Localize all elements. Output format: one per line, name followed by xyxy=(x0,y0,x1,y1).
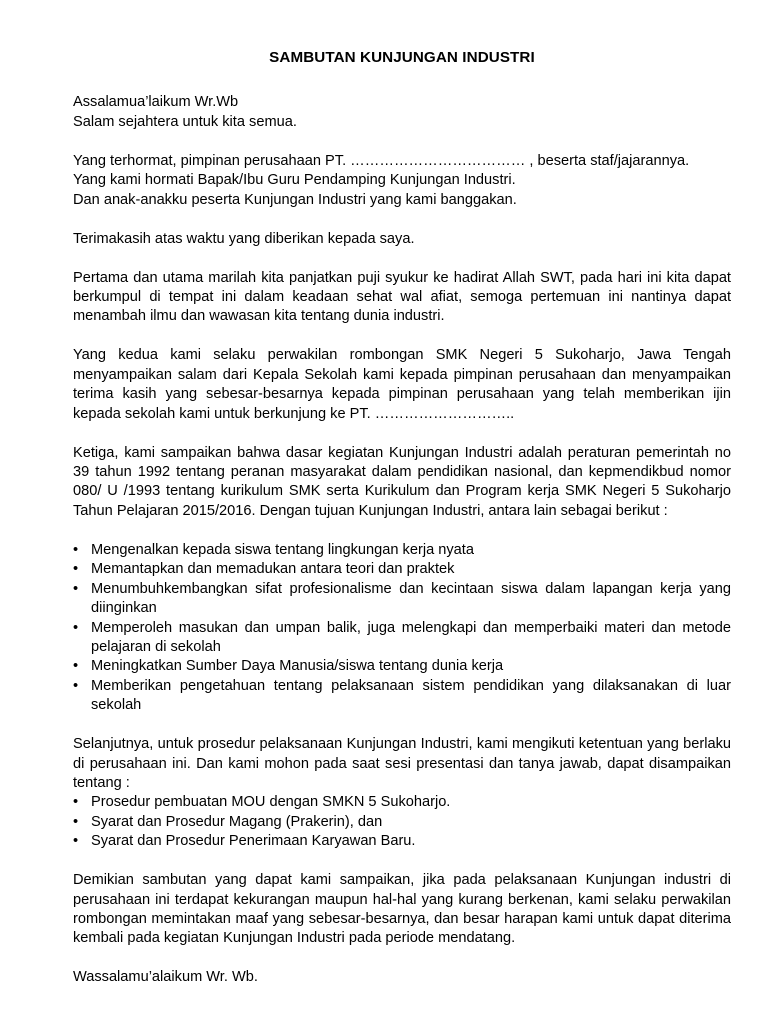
list-item xyxy=(73,580,731,619)
bullet-icon: • xyxy=(73,619,79,636)
topics-list xyxy=(73,793,731,851)
thanks-text: Terimakasih atas waktu yang diberikan kepada saya. xyxy=(73,230,415,247)
bullet-icon: • xyxy=(73,580,79,597)
list-item xyxy=(73,541,731,560)
list-item xyxy=(73,832,731,851)
address-teachers: Yang kami hormati Bapak/Ibu Guru Pendamping Kunjungan Industri. xyxy=(73,172,516,189)
thanks-block xyxy=(73,230,731,249)
bullet-icon: • xyxy=(73,658,79,675)
list-item xyxy=(73,657,731,676)
farewell-block xyxy=(73,968,731,987)
document-title: SAMBUTAN KUNJUNGAN INDUSTRI xyxy=(269,49,535,66)
bullet-icon: • xyxy=(73,541,79,558)
topic-text: Syarat dan Prosedur Penerimaan Karyawan Baru. xyxy=(91,833,416,850)
list-item xyxy=(73,793,731,812)
goal-text: Memberikan pengetahuan tentang pelaksanaan sistem pendidikan yang dilaksanakan di luar sekolah xyxy=(91,677,731,714)
goal-text: Memantapkan dan memadukan antara teori dan praktek xyxy=(91,561,455,578)
paragraph-first xyxy=(73,269,731,327)
greeting-sejahtera: Salam sejahtera untuk kita semua. xyxy=(73,113,297,130)
address-company: Yang terhormat, pimpinan perusahaan PT. ……………………………… , beserta staf/jajarannya. xyxy=(73,152,690,169)
goal-text: Mengenalkan kepada siswa tentang lingkungan kerja nyata xyxy=(91,541,474,558)
list-item xyxy=(73,619,731,658)
goal-text: Menumbuhkembangkan sifat profesionalisme dan kecintaan siswa dalam lapangan kerja yang diinginkan xyxy=(91,580,731,617)
bullet-icon: • xyxy=(73,794,79,811)
goals-list xyxy=(73,541,731,716)
paragraph-third xyxy=(73,444,731,522)
address-block xyxy=(73,152,731,210)
bullet-icon: • xyxy=(73,813,79,830)
greeting-block xyxy=(73,93,731,132)
paragraph-next xyxy=(73,735,731,793)
document-page xyxy=(73,48,731,1007)
goal-text: Meningkatkan Sumber Daya Manusia/siswa tentang dunia kerja xyxy=(91,658,504,675)
bullet-icon: • xyxy=(73,833,79,850)
paragraph-first-text: Pertama dan utama marilah kita panjatkan puji syukur ke hadirat Allah SWT, pada hari ini kita dapat berkumpul di tempat ini dalam keadaan sehat wal afiat, semoga pertemuan ini nantinya dapat menambah ilmu dan wawasan kita tentang dunia industri. xyxy=(73,269,731,325)
bullet-icon: • xyxy=(73,561,79,578)
paragraph-closing xyxy=(73,871,731,949)
paragraph-second-text: Yang kedua kami selaku perwakilan rombongan SMK Negeri 5 Sukoharjo, Jawa Tengah menyampaikan salam dari Kepala Sekolah kami kepada pimpinan perusahaan dan menyampaikan terima kasih yang sebesar-besarnya kepada pimpinan perusahaan yang telah memberikan ijin kepada sekolah kami untuk berkunjung ke PT. ……………………….. xyxy=(73,347,731,422)
list-item xyxy=(73,560,731,579)
farewell-text: Wassalamu’alaikum Wr. Wb. xyxy=(73,969,258,986)
topic-text: Syarat dan Prosedur Magang (Prakerin), dan xyxy=(91,813,383,830)
list-item xyxy=(73,813,731,832)
bullet-icon: • xyxy=(73,677,79,694)
paragraph-third-text: Ketiga, kami sampaikan bahwa dasar kegiatan Kunjungan Industri adalah peraturan pemerintah no 39 tahun 1992 tentang peranan masyarakat dalam pendidikan nasional, dan kepmendikbud nomor 080/ U /1993 tentang kurikulum SMK serta Kurikulum dan Program kerja SMK Negeri 5 Sukoharjo Tahun Pelajaran 2015/2016. Dengan tujuan Kunjungan Industri, antara lain sebagai berikut : xyxy=(73,444,731,519)
list-item xyxy=(73,677,731,716)
address-students: Dan anak-anakku peserta Kunjungan Industri yang kami banggakan. xyxy=(73,191,517,208)
paragraph-second xyxy=(73,346,731,424)
paragraph-closing-text: Demikian sambutan yang dapat kami sampaikan, jika pada pelaksanaan Kunjungan industri di perusahaan ini terdapat kekurangan maupun hal-hal yang kurang berkenan, kami selaku perwakilan rombongan memintakan maaf yang sebesar-besarnya, dan besar harapan kami untuk dapat diterima kembali pada kegiatan Kunjungan Industri pada periode mendatang. xyxy=(73,872,731,947)
paragraph-next-text: Selanjutnya, untuk prosedur pelaksanaan Kunjungan Industri, kami mengikuti ketentuan yang berlaku di perusahaan ini. Dan kami mohon pada saat sesi presentasi dan tanya jawab, dapat disampaikan tentang : xyxy=(73,736,731,791)
goal-text: Memperoleh masukan dan umpan balik, juga melengkapi dan memperbaiki materi dan metode pelajaran di sekolah xyxy=(91,619,731,655)
topic-text: Prosedur pembuatan MOU dengan SMKN 5 Sukoharjo. xyxy=(91,794,451,811)
greeting-salam: Assalamua’laikum Wr.Wb xyxy=(73,94,239,111)
